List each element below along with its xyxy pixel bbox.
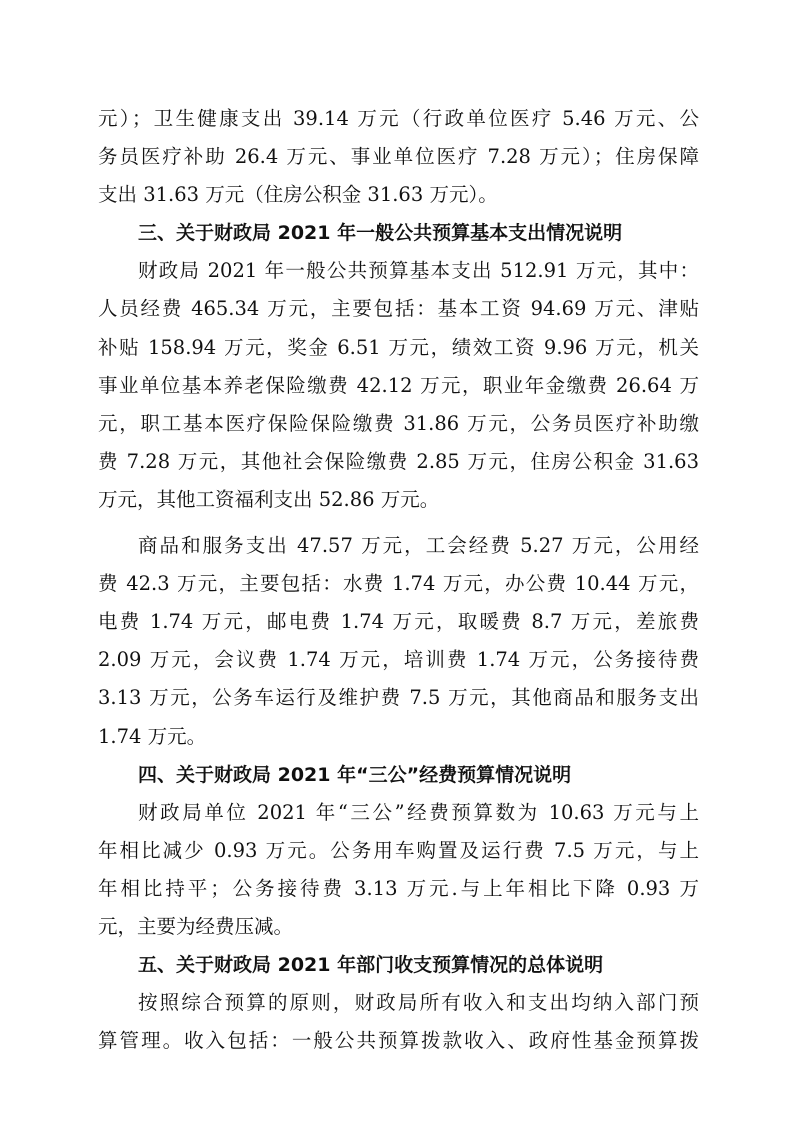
text-line: 万元，其他工资福利支出 52.86 万元。	[98, 487, 440, 511]
text-line: 务员医疗补助 26.4 万元、事业单位医疗 7.28 万元）；住房保障	[98, 145, 699, 169]
text-line: 支出 31.63 万元（住房公积金 31.63 万元）。	[98, 183, 498, 207]
text-line: 财政局 2021 年一般公共预算基本支出 512.91 万元，其中：	[138, 259, 699, 283]
text-line: 3.13 万元，公务车运行及维护费 7.5 万元，其他商品和服务支出	[98, 686, 699, 710]
text-line: 补贴 158.94 万元，奖金 6.51 万元，绩效工资 9.96 万元，机关	[98, 335, 699, 359]
text-line: 事业单位基本养老保险缴费 42.12 万元，职业年金缴费 26.64 万	[98, 373, 699, 397]
text-line: 年相比减少 0.93 万元。公务用车购置及运行费 7.5 万元，与上	[98, 838, 699, 862]
section-heading-4: 四、关于财政局 2021 年“三公”经费预算情况说明	[138, 763, 572, 786]
paragraph-goods-services	[98, 527, 699, 756]
text-line: 费 7.28 万元，其他社会保险缴费 2.85 万元，住房公积金 31.63	[98, 449, 699, 473]
text-line: 1.74 万元。	[98, 724, 207, 748]
text-line: 元，主要为经费压减。	[98, 914, 294, 938]
paragraph-basic-expenditure	[98, 252, 699, 519]
text-line: 商品和服务支出 47.57 万元，工会经费 5.27 万元，公用经	[138, 534, 699, 558]
paragraph-health-housing	[98, 100, 699, 214]
section-heading-3: 三、关于财政局 2021 年一般公共预算基本支出情况说明	[138, 222, 623, 245]
text-line: 财政局单位 2021 年“三公”经费预算数为 10.63 万元与上	[138, 800, 699, 824]
text-line: 按照综合预算的原则，财政局所有收入和支出均纳入部门预	[138, 991, 699, 1015]
text-line: 电费 1.74 万元，邮电费 1.74 万元，取暖费 8.7 万元，差旅费	[98, 610, 699, 634]
text-line: 费 42.3 万元，主要包括：水费 1.74 万元，办公费 10.44 万元，	[98, 572, 699, 596]
paragraph-three-public	[98, 794, 699, 946]
paragraph-overall-budget	[98, 984, 699, 1060]
text-line: 人员经费 465.34 万元，主要包括：基本工资 94.69 万元、津贴	[98, 297, 699, 321]
text-line: 年相比持平；公务接待费 3.13 万元.与上年相比下降 0.93 万	[98, 876, 699, 900]
text-line: 2.09 万元，会议费 1.74 万元，培训费 1.74 万元，公务接待费	[98, 648, 699, 672]
text-line: 元，职工基本医疗保险保险缴费 31.86 万元，公务员医疗补助缴	[98, 411, 699, 435]
text-line: 算管理。收入包括：一般公共预算拨款收入、政府性基金预算拨	[98, 1029, 699, 1053]
section-heading-5: 五、关于财政局 2021 年部门收支预算情况的总体说明	[138, 954, 604, 977]
text-line: 元）；卫生健康支出 39.14 万元（行政单位医疗 5.46 万元、公	[98, 107, 699, 130]
